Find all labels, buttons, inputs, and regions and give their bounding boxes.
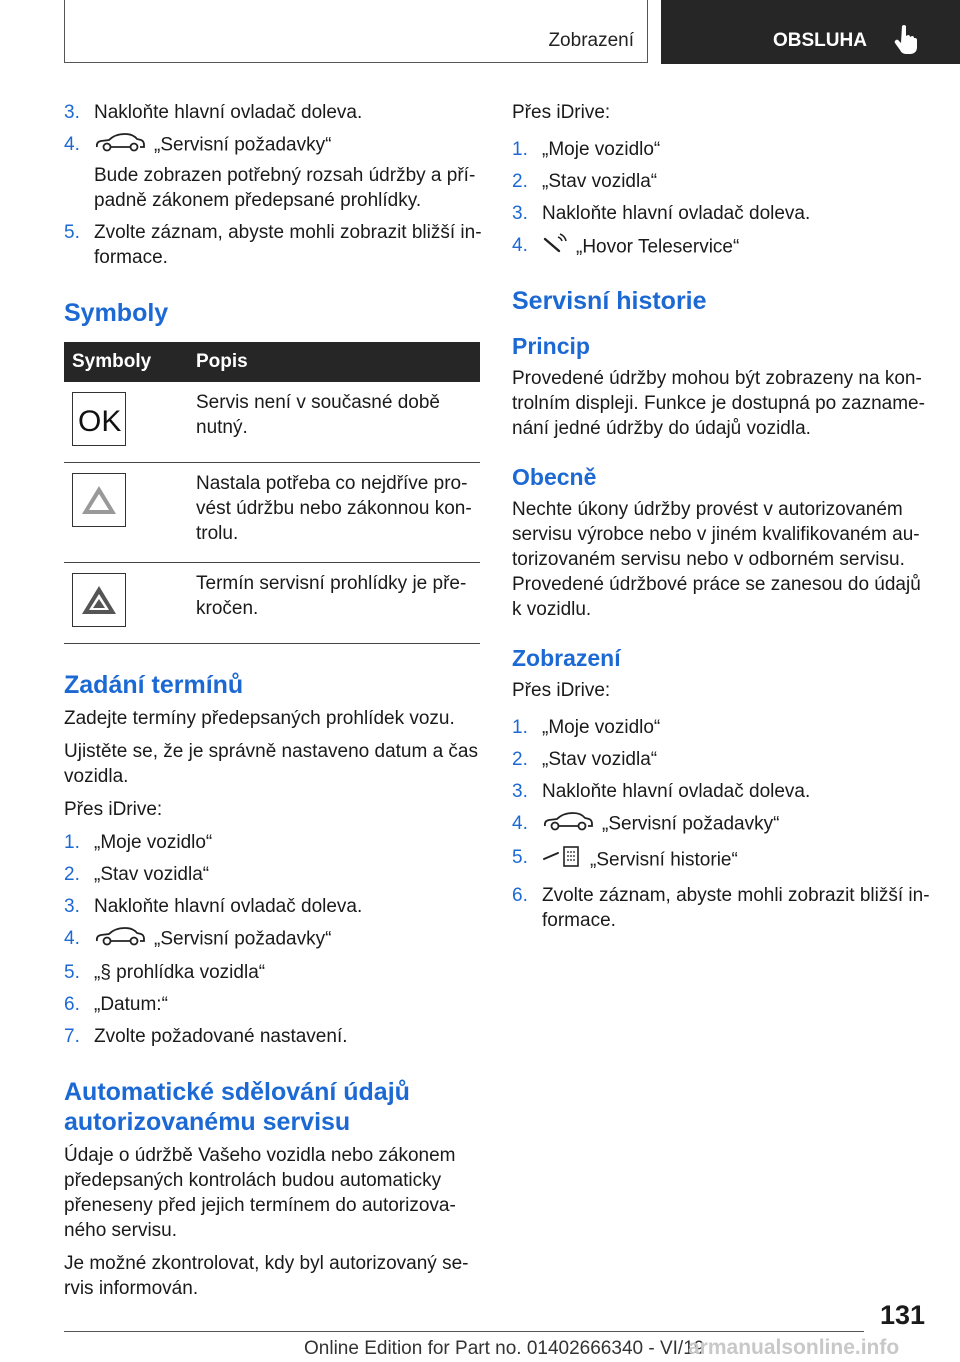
auto-paragraph-1: Údaje o údržbě Vašeho vozidla nebo zákonem předepsaných kontrolách budou automaticky přeneseny před jejich termínem do autorizova- ného servisu. bbox=[64, 1145, 456, 1241]
steps-list bbox=[512, 715, 930, 933]
right-column bbox=[512, 100, 930, 941]
step-text: „Moje vozidlo“ bbox=[542, 139, 661, 160]
step-number: 3. bbox=[512, 781, 528, 802]
table-header-symbol: Symboly bbox=[64, 342, 188, 382]
step-text: Nakloňte hlavní ovladač doleva. bbox=[94, 896, 363, 917]
step-number: 3. bbox=[64, 896, 80, 917]
step-number: 3. bbox=[64, 102, 80, 123]
list-item bbox=[64, 926, 484, 953]
general-heading: Obecně bbox=[512, 464, 597, 490]
steps-list bbox=[512, 137, 930, 262]
step-number: 4. bbox=[64, 928, 80, 949]
dates-heading: Zadání termínů bbox=[64, 671, 244, 699]
list-item bbox=[64, 220, 484, 270]
step-text: „Servisní požadavky“ bbox=[154, 134, 332, 156]
right-intro: Přes iDrive: bbox=[512, 102, 611, 123]
header-chapter-label: OBSLUHA bbox=[773, 30, 867, 51]
auto-paragraph-2: Je možné zkontrolovat, kdy byl autorizovaný se- rvis informován. bbox=[64, 1253, 469, 1299]
step-text: „Moje vozidlo“ bbox=[94, 832, 213, 853]
history-heading: Servisní historie bbox=[512, 287, 707, 315]
step-number: 4. bbox=[512, 235, 528, 256]
step-number: 5. bbox=[512, 847, 528, 868]
list-item bbox=[512, 779, 930, 804]
table-row bbox=[64, 382, 480, 463]
header-section-title: Zobrazení bbox=[548, 30, 634, 51]
step-number: 4. bbox=[512, 813, 528, 834]
list-item bbox=[512, 169, 930, 194]
principle-paragraph: Provedené údržby mohou být zobrazeny na kon- trolním displeji. Funkce je dostupná po zazname- nání jedné údržby do údajů vozidla. bbox=[512, 368, 925, 439]
warning-triangle-icon bbox=[72, 473, 126, 527]
list-item bbox=[64, 1024, 484, 1049]
table-row-text: Servis není v současné době nutný. bbox=[188, 382, 480, 463]
table-header-description: Popis bbox=[188, 342, 480, 382]
step-text: „§ prohlídka vozidla“ bbox=[94, 962, 266, 983]
step-number: 2. bbox=[512, 749, 528, 770]
step-text: „Datum:“ bbox=[94, 994, 168, 1015]
step-number: 5. bbox=[64, 962, 80, 983]
hand-pointer-icon bbox=[894, 24, 918, 54]
step-number: 7. bbox=[64, 1026, 80, 1047]
table-row bbox=[64, 463, 480, 563]
step-number: 2. bbox=[512, 171, 528, 192]
step-text: Nakloňte hlavní ovladač doleva. bbox=[94, 102, 363, 123]
step-number: 5. bbox=[64, 222, 80, 243]
list-item bbox=[512, 811, 930, 838]
table-row bbox=[64, 563, 480, 644]
step-number: 2. bbox=[64, 864, 80, 885]
step-text: „Servisní požadavky“ bbox=[154, 928, 332, 950]
list-item bbox=[512, 137, 930, 162]
step-number: 1. bbox=[512, 717, 528, 738]
table-row-text: Termín servisní prohlídky je pře- kročen. bbox=[188, 563, 480, 644]
list-item bbox=[512, 715, 930, 740]
header-chapter-tab bbox=[661, 0, 960, 64]
dates-paragraph-2: Ujistěte se, že je správně nastaveno datum a čas vozidla. bbox=[64, 741, 479, 787]
display-intro: Přes iDrive: bbox=[512, 680, 611, 701]
list-item bbox=[64, 830, 484, 855]
list-item bbox=[64, 862, 484, 887]
display-heading: Zobrazení bbox=[512, 645, 621, 671]
step-number: 1. bbox=[64, 832, 80, 853]
list-item bbox=[64, 960, 484, 985]
step-text: „Moje vozidlo“ bbox=[542, 717, 661, 738]
teleservice-icon bbox=[542, 233, 568, 262]
symbols-table bbox=[64, 342, 480, 644]
car-icon bbox=[94, 926, 146, 953]
page-number: 131 bbox=[880, 1300, 926, 1330]
dates-paragraph-3: Přes iDrive: bbox=[64, 799, 163, 820]
steps-list bbox=[64, 100, 484, 270]
step-text: „Hovor Teleservice“ bbox=[576, 236, 740, 258]
step-text: „Stav vozidla“ bbox=[542, 749, 658, 770]
footer-edition: Online Edition for Part no. 01402666340 - VI/19 bbox=[304, 1338, 705, 1359]
step-text: „Servisní historie“ bbox=[590, 849, 738, 871]
step-text: Nakloňte hlavní ovladač doleva. bbox=[542, 203, 811, 224]
step-text: Nakloňte hlavní ovladač doleva. bbox=[542, 781, 811, 802]
list-item bbox=[512, 201, 930, 226]
auto-heading: Automatické sdělování údajů autorizovanému servisu bbox=[64, 1078, 410, 1136]
step-subtext: Bude zobrazen potřebný rozsah údržby a pří- padně zákonem předepsané prohlídky. bbox=[94, 165, 476, 211]
step-text: Zvolte záznam, abyste mohli zobrazit bližší in- formace. bbox=[94, 222, 482, 268]
list-item bbox=[512, 233, 930, 262]
steps-list bbox=[64, 830, 484, 1049]
list-item bbox=[64, 100, 484, 125]
list-item bbox=[512, 845, 930, 876]
symbols-heading: Symboly bbox=[64, 299, 169, 327]
principle-heading: Princip bbox=[512, 333, 590, 359]
step-text: „Stav vozidla“ bbox=[542, 171, 658, 192]
list-item bbox=[512, 883, 930, 933]
service-history-icon bbox=[542, 845, 582, 876]
table-row-text: Nastala potřeba co nejdříve pro- vést údržbu nebo zákonnou kon- trolu. bbox=[188, 463, 480, 563]
step-text: „Servisní požadavky“ bbox=[602, 813, 780, 835]
step-text: Zvolte záznam, abyste mohli zobrazit bližší in- formace. bbox=[542, 885, 930, 931]
step-text: Zvolte požadované nastavení. bbox=[94, 1026, 348, 1047]
car-icon bbox=[94, 132, 146, 159]
svg-text:OK: OK bbox=[78, 405, 122, 434]
footer-divider bbox=[64, 1331, 864, 1332]
left-column bbox=[64, 100, 484, 1309]
watermark: armanualsonline.info bbox=[688, 1336, 900, 1359]
list-item bbox=[64, 992, 484, 1017]
warning-triangle-filled-icon bbox=[72, 573, 126, 627]
list-item bbox=[512, 747, 930, 772]
ok-icon bbox=[72, 392, 126, 446]
car-icon bbox=[542, 811, 594, 838]
step-text: „Stav vozidla“ bbox=[94, 864, 210, 885]
list-item bbox=[64, 132, 484, 213]
step-number: 3. bbox=[512, 203, 528, 224]
general-paragraph: Nechte úkony údržby provést v autorizovaném servisu výrobce nebo v jiném kvalifikovaném au- torizovaném servisu nebo v odborném servisu. Provedené údržbové práce se zanesou do údajů k vozidlu. bbox=[512, 499, 921, 620]
dates-paragraph-1: Zadejte termíny předepsaných prohlídek vozu. bbox=[64, 708, 455, 729]
step-number: 6. bbox=[64, 994, 80, 1015]
step-number: 1. bbox=[512, 139, 528, 160]
step-number: 6. bbox=[512, 885, 528, 906]
list-item bbox=[64, 894, 484, 919]
step-number: 4. bbox=[64, 134, 80, 155]
